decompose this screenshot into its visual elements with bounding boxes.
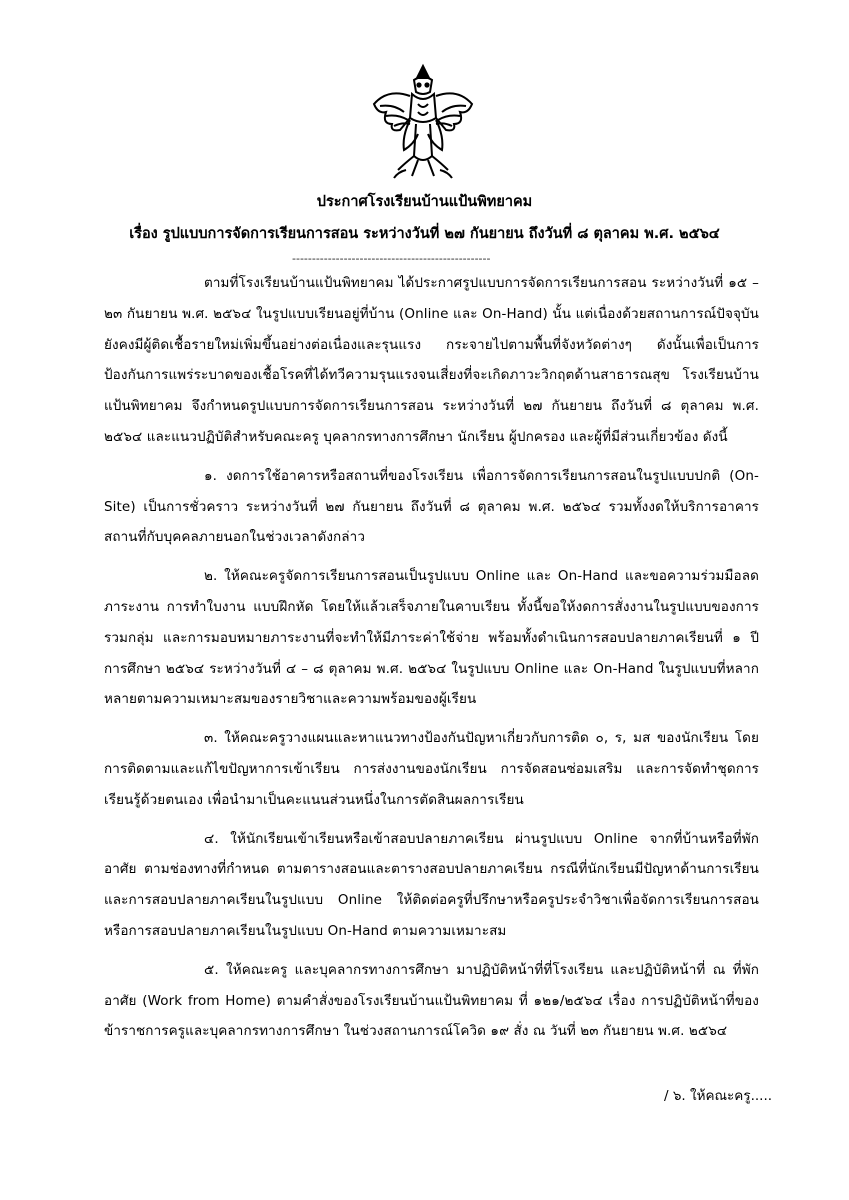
item-paragraph-5: ๕. ให้คณะครู และบุคลากรทางการศึกษา มาปฏิบัติหน้าที่ที่โรงเรียน และปฏิบัติหน้าที่ ณ ที่พักอาศัย (Work from Home) ตามคำสั่งของโรงเรียนบ้านแป้นพิทยาคม ที่ ๑๒๑/๒๕๖๔ เรื่อง การปฏิบัติหน้าที่ของข้าราชการครูและบุคลากรทางการศึกษา ในช่วงสถานการณ์โควิด ๑๙ สั่ง ณ วันที่ ๒๓ กันยายน พ.ศ. ๒๕๖๔ (104, 961, 759, 1040)
page-title: ประกาศโรงเรียนบ้านแป้นพิทยาคม (316, 194, 533, 210)
continuation-note: / ๖. ให้คณะครู..... (664, 1088, 773, 1104)
announcement-body (104, 268, 759, 1055)
item-paragraph-3: ๓. ให้คณะครูวางแผนและหาแนวทางป้องกันปัญหาเกี่ยวกับการติด ๐, ร, มส ของนักเรียน โดยการติดตามและแก้ไขปัญหาการเข้าเรียน การส่งงานของนักเรียน การจัดสอนซ่อมเสริม และการจัดทำชุดการเรียนรู้ด้วยตนเอง เพื่อนำมาเป็นคะแนนส่วนหนึ่งในการตัดสินผลการเรียน (104, 730, 759, 808)
divider-line: -------------------------------------------------- (292, 252, 491, 265)
garuda-emblem-icon (368, 60, 478, 180)
item-paragraph-1: ๑. งดการใช้อาคารหรือสถานที่ของโรงเรียน เพื่อการจัดการเรียนการสอนในรูปแบบปกติ (On-Site) เป็นการชั่วคราว ระหว่างวันที่ ๒๗ กันยายน ถึงวันที่ ๘ ตุลาคม พ.ศ. ๒๕๖๔ รวมทั้งงดให้บริการอาคารสถานที่กับบุคคลภายนอกในช่วงเวลาดังกล่าว (104, 467, 759, 546)
intro-paragraph: ตามที่โรงเรียนบ้านแป้นพิทยาคม ได้ประกาศรูปแบบการจัดการเรียนการสอน ระหว่างวันที่ ๑๕ – ๒๓ กันยายน พ.ศ. ๒๕๖๔ ในรูปแบบเรียนอยู่ที่บ้าน (Online และ On-Hand) นั้น แต่เนื่องด้วยสถานการณ์ปัจจุบันยังคงมีผู้ติดเชื้อรายใหม่เพิ่มขึ้นอย่างต่อเนื่องและรุนแรง กระจายไปตามพื้นที่จังหวัดต่างๆ ดังนั้นเพื่อเป็นการป้องกันการแพร่ระบาดของเชื้อโรคที่ได้ทวีความรุนแรงจนเสี่ยงที่จะเกิดภาวะวิกฤตด้านสาธารณสุข โรงเรียนบ้านแป้นพิทยาคม จึงกำหนดรูปแบบการจัดการเรียนการสอน ระหว่างวันที่ ๒๗ กันยายน ถึงวันที่ ๘ ตุลาคม พ.ศ. ๒๕๖๔ และแนวปฏิบัติสำหรับคณะครู บุคลากรทางการศึกษา นักเรียน ผู้ปกครอง และผู้ที่มีส่วนเกี่ยวข้อง ดังนี้ (104, 275, 759, 445)
announcement-subject: เรื่อง รูปแบบการจัดการเรียนการสอน ระหว่างวันที่ ๒๗ กันยายน ถึงวันที่ ๘ ตุลาคม พ.ศ. ๒๕๖๔ (129, 226, 720, 242)
item-paragraph-4: ๔. ให้นักเรียนเข้าเรียนหรือเข้าสอบปลายภาคเรียน ผ่านรูปแบบ Online จากที่บ้านหรือที่พักอาศัย ตามช่องทางที่กำหนด ตามตารางสอนและตารางสอบปลายภาคเรียน กรณีที่นักเรียนมีปัญหาด้านการเรียนและการสอบปลายภาคเรียนในรูปแบบ Online ให้ติดต่อครูที่ปรึกษาหรือครูประจำวิชาเพื่อจัดการเรียนการสอนหรือการสอบปลายภาคเรียนในรูปแบบ On-Hand ตามความเหมาะสม (104, 830, 759, 939)
item-paragraph-2: ๒. ให้คณะครูจัดการเรียนการสอนเป็นรูปแบบ Online และ On-Hand และขอความร่วมมือลดภาระงาน การทำใบงาน แบบฝึกหัด โดยให้แล้วเสร็จภายในคาบเรียน ทั้งนี้ขอให้งดการสั่งงานในรูปแบบของการรวมกลุ่ม และการมอบหมายภาระงานที่จะทำให้มีภาระค่าใช้จ่าย พร้อมทั้งดำเนินการสอบปลายภาคเรียนที่ ๑ ปีการศึกษา ๒๕๖๔ ระหว่างวันที่ ๔ – ๘ ตุลาคม พ.ศ. ๒๕๖๔ ในรูปแบบ Online และ On-Hand ในรูปแบบที่หลากหลายตามความเหมาะสมของรายวิชาและความพร้อมของผู้เรียน (104, 568, 759, 708)
